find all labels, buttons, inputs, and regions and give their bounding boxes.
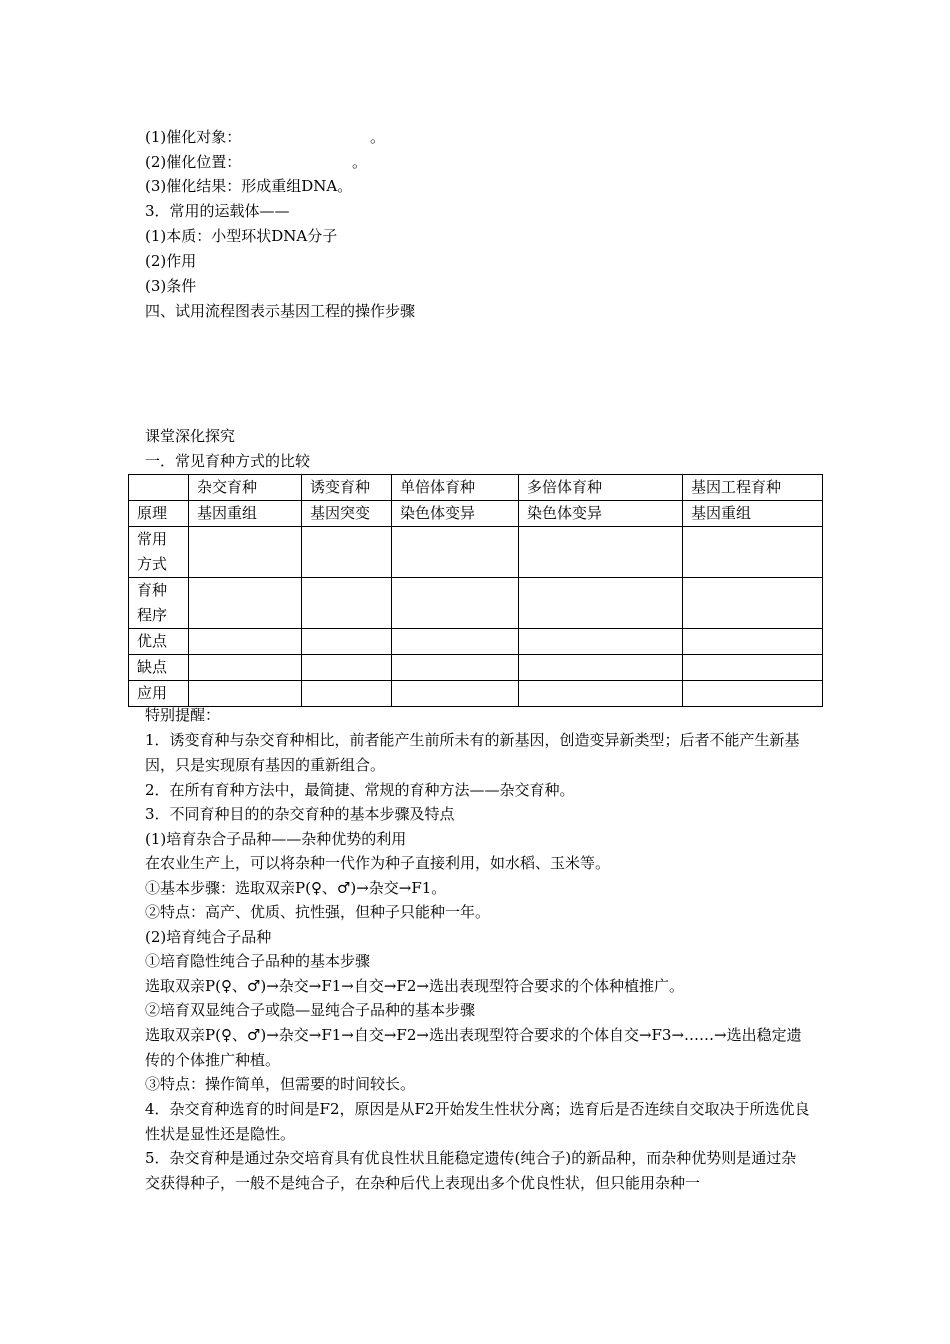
row-label-line: 方式 — [137, 555, 168, 573]
note-paragraph: 选取双亲P(♀、♂)→杂交→F1→自交→F2→选出表现型符合要求的个体种植推广。 — [145, 977, 684, 995]
header-cell: 诱变育种 — [302, 475, 392, 501]
table-cell — [519, 578, 683, 629]
table-cell — [189, 629, 302, 655]
note-paragraph: (1)培育杂合子品种——杂种优势的利用 — [145, 830, 407, 848]
note-paragraph: ②特点：高产、优质、抗性强，但种子只能种一年。 — [145, 903, 491, 921]
row-label: 应用 — [129, 681, 189, 707]
table-cell — [302, 681, 392, 707]
table-cell — [519, 629, 683, 655]
note-paragraph: 在农业生产上，可以将杂种一代作为种子直接利用，如水稻、玉米等。 — [145, 854, 611, 872]
row-label: 缺点 — [129, 655, 189, 681]
note-paragraph: 4．杂交育种选育的时间是F2，原因是从F2开始发生性状分离；选育后是否连续自交取决于所选优良性状是显性还是隐性。 — [145, 1100, 810, 1143]
table-header-row — [129, 475, 823, 501]
note-paragraph: 3．不同育种目的的杂交育种的基本步骤及特点 — [145, 805, 455, 823]
row-label-line: 程序 — [137, 606, 168, 624]
vector-condition-line: (3)条件 — [145, 277, 197, 295]
header-cell: 杂交育种 — [189, 475, 302, 501]
table-cell — [189, 655, 302, 681]
table-cell: 基因突变 — [302, 501, 392, 527]
table-cell — [683, 527, 823, 578]
row-label-line: 育种 — [137, 581, 168, 599]
table-cell — [392, 655, 519, 681]
row-label: 优点 — [129, 629, 189, 655]
table-row — [129, 527, 823, 578]
table-cell — [519, 681, 683, 707]
table-row — [129, 681, 823, 707]
table-title: 一．常见育种方式的比较 — [145, 452, 311, 470]
table-cell — [683, 681, 823, 707]
note-paragraph: (2)培育纯合子品种 — [145, 928, 272, 946]
section-title: 课堂深化探究 — [145, 427, 236, 445]
header-cell: 基因工程育种 — [683, 475, 823, 501]
row-label: 原理 — [129, 501, 189, 527]
table-cell — [683, 578, 823, 629]
header-cell: 多倍体育种 — [519, 475, 683, 501]
catalysis-result-line: (3)催化结果：形成重组DNA。 — [145, 177, 353, 195]
vector-essence-line: (1)本质：小型环状DNA分子 — [145, 227, 338, 245]
table-cell — [392, 681, 519, 707]
blank-period-mark: 。 — [352, 153, 368, 171]
catalysis-object-line — [145, 127, 241, 147]
row-label — [129, 527, 189, 578]
catalysis-position-line: (2)催化位置： — [145, 153, 242, 171]
table-cell — [683, 655, 823, 681]
table-row — [129, 501, 823, 527]
note-paragraph: 2．在所有育种方法中，最简捷、常规的育种方法——杂交育种。 — [145, 781, 575, 799]
table-row — [129, 655, 823, 681]
table-cell — [392, 527, 519, 578]
vector-function-line: (2)作用 — [145, 252, 197, 270]
table-cell — [189, 681, 302, 707]
row-label — [129, 578, 189, 629]
notes-title: 特别提醒： — [145, 706, 221, 724]
breeding-comparison-table — [128, 474, 823, 707]
table-cell — [189, 527, 302, 578]
table-cell: 基因重组 — [189, 501, 302, 527]
table-cell — [302, 629, 392, 655]
note-paragraph: ①基本步骤：选取双亲P(♀、♂)→杂交→F1。 — [145, 879, 447, 897]
table-cell — [189, 578, 302, 629]
header-cell — [129, 475, 189, 501]
table-cell — [302, 578, 392, 629]
table-cell — [392, 578, 519, 629]
table-row — [129, 578, 823, 629]
note-paragraph: ③特点：操作简单，但需要的时间较长。 — [145, 1075, 416, 1093]
blank-period-mark: 。 — [370, 128, 386, 146]
table-cell — [302, 655, 392, 681]
table-cell — [683, 629, 823, 655]
note-paragraph: ①培育隐性纯合子品种的基本步骤 — [145, 952, 371, 970]
note-paragraph: 选取双亲P(♀、♂)→杂交→F1→自交→F2→选出表现型符合要求的个体自交→F3→……→选出稳定遗传的个体推广种植。 — [145, 1026, 802, 1069]
table-cell — [519, 655, 683, 681]
table-cell: 染色体变异 — [519, 501, 683, 527]
note-paragraph: 1．诱变育种与杂交育种相比，前者能产生前所未有的新基因，创造变异新类型；后者不能产生新基因，只是实现原有基因的重新组合。 — [145, 731, 800, 774]
section-four-heading: 四、试用流程图表示基因工程的操作步骤 — [145, 302, 416, 320]
row-label-line: 常用 — [137, 530, 168, 548]
table-cell — [519, 527, 683, 578]
table-cell: 染色体变异 — [392, 501, 519, 527]
table-cell — [302, 527, 392, 578]
note-paragraph: 5．杂交育种是通过杂交培育具有优良性状且能稳定遗传(纯合子)的新品种，而杂种优势则是通过杂交获得种子，一般不是纯合子，在杂种后代上表现出多个优良性状，但只能用杂种一 — [145, 1149, 797, 1192]
table-cell — [392, 629, 519, 655]
line-text: (1)催化对象： — [145, 128, 242, 146]
table-row — [129, 629, 823, 655]
note-paragraph: ②培育双显纯合子或隐—显纯合子品种的基本步骤 — [145, 1001, 476, 1019]
vector-heading: 3．常用的运载体—— — [145, 202, 290, 220]
table-cell: 基因重组 — [683, 501, 823, 527]
header-cell: 单倍体育种 — [392, 475, 519, 501]
